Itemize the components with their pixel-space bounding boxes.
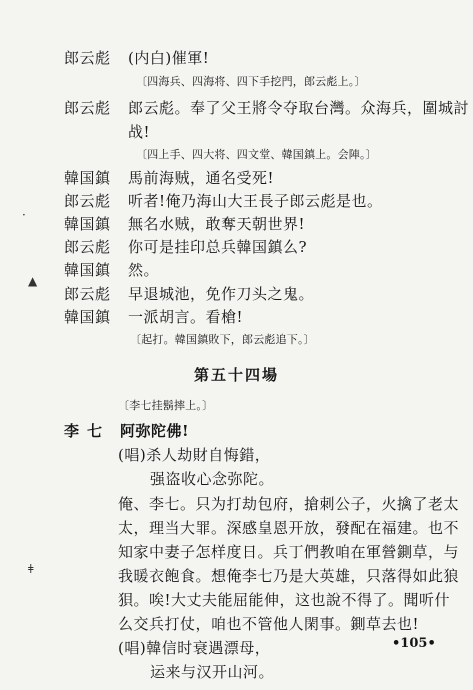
dialogue-line: 馬前海贼，通名受死!: [128, 169, 275, 187]
scan-speck: ǂ: [28, 562, 34, 576]
dialogue-line: 郎云彪。奉了父王將令夺取台灣。众海兵，圍城討: [128, 99, 470, 117]
dialogue-line: 战!: [128, 123, 151, 141]
dialogue-line: 我暖衣飽食。想俺李七乃是大英雄，只落得如此狼: [118, 567, 460, 585]
dialogue-line: 知家中妻子怎样度日。兵丁們教咱在軍營鍘草，与: [118, 543, 460, 561]
speaker-name: 韓国鎮: [64, 215, 111, 233]
dialogue-line: (唱)杀人劫財自悔錯，: [118, 446, 271, 464]
dialogue-line: 然。: [128, 261, 160, 279]
scan-speck: ·: [22, 208, 26, 222]
dialogue-line: (唱)韓信时衰遇漂母，: [118, 639, 271, 657]
speaker-name: 韓国鎮: [64, 261, 111, 279]
dialogue-line: 早退城池，免作刀头之鬼。: [128, 285, 315, 303]
dialogue-line: 运来与汉开山河。: [150, 663, 275, 681]
speaker-name: 郎云彪: [64, 99, 111, 117]
dialogue-line: 太，理当大罪。深感皇恩开放，發配在福建。也不: [118, 519, 460, 537]
dialogue-line: 你可是挂印总兵韓国鎮么?: [128, 238, 308, 256]
speaker-name: 郎云彪: [64, 285, 111, 303]
dialogue-line: 俺、李七。只为打劫包府，搶刺公子，火擒了老太: [118, 495, 460, 513]
speaker-name: 郎云彪: [64, 192, 111, 210]
speaker-name: 韓国鎮: [64, 308, 111, 326]
dialogue-line: 听者!俺乃海山大王長子郎云彪是也。: [128, 192, 383, 210]
page-number: •105•: [392, 636, 436, 651]
stage-direction: 〔四上手、四大将、四文堂、韓国鎮上。会陣。〕: [136, 148, 377, 161]
dialogue-line: 强盗收心念弥陀。: [150, 470, 275, 488]
dialogue-line: 阿弥陀佛!: [120, 422, 190, 440]
dialogue-line: 么交兵打仗，咱也不管他人閑事。鍘草去也!: [118, 615, 420, 633]
stage-direction: 〔四海兵、四海将、四下手挖門，郎云彪上。〕: [136, 75, 366, 88]
dialogue-line: 無名水贼，敢奪天朝世界!: [128, 215, 306, 233]
speaker-name: 韓国鎮: [64, 169, 111, 187]
speaker-name: 郎云彪: [64, 238, 111, 256]
scene-heading: 第五十四場: [193, 366, 279, 384]
dialogue-line: 狽。唉!大丈夫能屈能伸，这也說不得了。聞听什: [118, 591, 451, 609]
stage-direction: 〔起打。韓国鎮敗下，郎云彪追下。〕: [130, 333, 315, 346]
speaker-name: 李七: [64, 422, 111, 440]
dialogue-line: 一派胡言。看槍!: [128, 308, 244, 326]
speaker-name: 郎云彪: [64, 49, 111, 67]
scan-speck: ▲: [28, 274, 38, 288]
stage-direction: 〔李七挂鬍摔上。〕: [118, 399, 214, 412]
dialogue-line: (内白)催軍!: [128, 49, 210, 67]
